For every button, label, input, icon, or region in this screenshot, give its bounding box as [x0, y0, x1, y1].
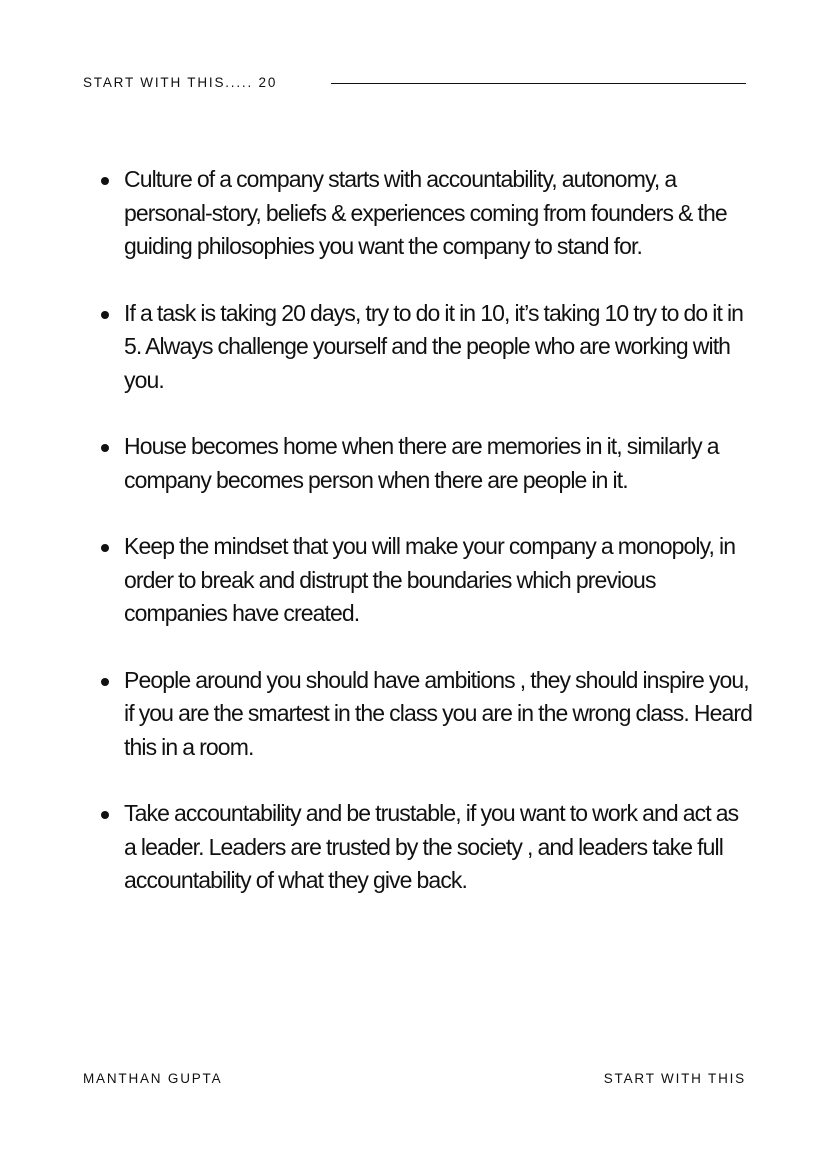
bullet-text: House becomes home when there are memories in it, similarly a company becomes person when there are people in it. — [124, 433, 719, 493]
bullet-item — [98, 797, 753, 898]
page-header — [83, 73, 746, 93]
bullet-text: Keep the mindset that you will make your company a monopoly, in order to break and distrupt the boundaries which previous companies have created. — [124, 533, 736, 626]
bullet-item — [98, 664, 753, 765]
bullet-dot-icon — [101, 811, 109, 819]
bullet-text: If a task is taking 20 days, try to do it in 10, it’s taking 10 try to do it in 5. Always challenge yourself and the people who are working with you. — [124, 299, 744, 393]
bullet-dot-icon — [101, 678, 109, 686]
bullet-dot-icon — [101, 311, 109, 319]
bullet-text: Take accountability and be trustable, if you want to work and act as a leader. Leaders are trusted by the society , and leaders take full accountability of what they give back. — [124, 800, 739, 893]
footer-author: MANTHAN GUPTA — [83, 1071, 223, 1086]
bullet-item — [98, 163, 753, 264]
bullet-item — [98, 297, 753, 398]
bullet-item — [98, 430, 753, 497]
footer-book-title: START WITH THIS — [603, 1071, 746, 1086]
bullet-item — [98, 530, 753, 631]
header-title: START WITH THIS..... 20 — [83, 75, 278, 90]
bullet-dot-icon — [101, 444, 109, 452]
bullet-text: Culture of a company starts with accountability, autonomy, a personal-story, beliefs & experiences coming from founders & the guiding philosophies you want the company to stand for. — [124, 166, 727, 259]
bullet-dot-icon — [101, 544, 109, 552]
bullet-text: People around you should have ambitions , they should inspire you, if you are the smartest in the class you are in the wrong class. Heard this in a room. — [124, 666, 752, 760]
header-divider — [331, 83, 746, 84]
bullet-dot-icon — [101, 177, 109, 185]
bullet-list — [98, 163, 753, 931]
